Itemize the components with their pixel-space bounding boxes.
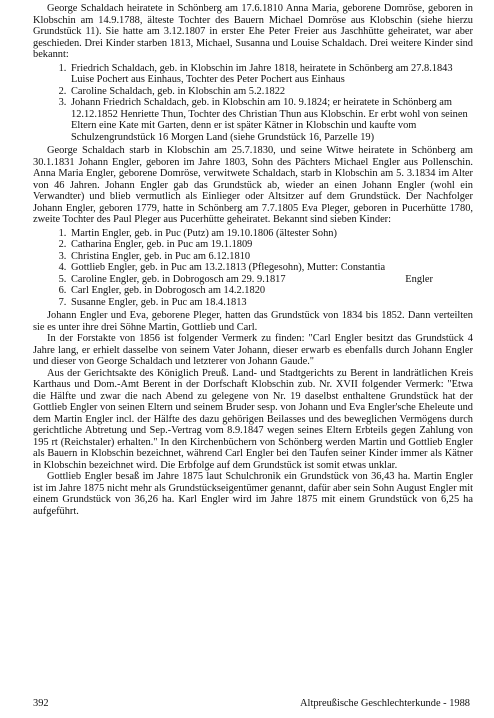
page-content [33,3,473,517]
paragraph: Aus der Gerichtsakte des Königlich Preuß. Land- und Stadtgerichts zu Berent in landrätlichen Kreis Karthaus und Dom.-Amt Berent in der Dorfschaft Klobschin zub. Nr. XVII folgender Vermerk: "Etwa die Hälfte und zwar die nach Abend zu gelegene von Nr. 19 daselbst enthaltene Grundstück hat der Gottlieb Engler von seinen Eltern und seinem Bruder sesp. von Johann und Eva Engler'sche Eheleute und dem Martin Engler incl. der Hälfte des dazu gehörigen Beilasses und des beweglichen Vermögens durch gerichtliche Abtretung und Sep.-Vertrag vom 8.9.1847 wegen seines Eltern Erbteils gegen Zahlung von 195 rt (Reichstaler) erhalten." In den Kirchenbüchern von Schönberg werden Martin und Gottlieb Engler als Bauern in Klobschin bezeichnet, während Carl Engler bei den Taufen seiner Kinder immer als Kätner in Klobschin bezeichnet wird. Die Erbfolge auf dem Grundstück ist somit etwas unklar. [33,367,473,471]
children-list-engler [33,228,473,309]
list-item [69,239,473,251]
children-list-schaldach [33,63,473,144]
list-item-text: Gottlieb Engler, geb. in Puc am 13.2.1813 (Pflegesohn), Mutter: Constantia [71,262,386,273]
list-item [69,251,473,263]
list-item-text: Catharina Engler, geb. in Puc am 19.1.1809 [71,239,253,250]
paragraph: In der Forstakte von 1856 ist folgender Vermerk zu finden: "Carl Engler besitzt das Grundstück 4 Jahre lang, er erhielt dasselbe von seinem Vater Johann, dieser erwarb es ebenfalls durch Johann Engler und dieser von George Schaldach und letzterer von Johann Gaude." [33,333,473,367]
list-item: 3. Johann Friedrich Schaldach, geb. in Klobschin am 10. 9.1824; er heiratete in Schönberg am 12.12.1852 Henriette Thun, Tochter des Christian Thun aus Klobschin. Er erbt wohl von seinen Eltern eine Kate mit Garten, denn er ist später Kätner in Klobschin und kaufte vom Schulzengrundstück 16 Morgen Land (siehe Grundstück 16, Parzelle 19) [69,97,473,143]
list-item [69,262,473,274]
list-item-text: Susanne Engler, geb. in Puc am 18.4.1813 [71,296,247,308]
list-item-text: Martin Engler, geb. in Puc (Putz) am 19.10.1806 (ältester Sohn) [71,227,337,239]
list-item [69,228,473,240]
list-item-text: Carl Engler, geb. in Dobrogosch am 14.2.1820 [71,285,266,296]
page-footer [33,698,470,709]
list-item [69,285,473,297]
list-item [69,274,473,286]
list-item: 2. Caroline Schaldach, geb. in Klobschin am 5.2.1822 [69,86,473,98]
paragraph: Johann Engler und Eva, geborene Pleger, hatten das Grundstück von 1834 bis 1852. Dann verteilten sie es unter ihre drei Söhne Martin, Gottlieb und Carl. [33,310,473,333]
list-item-text: Christina Engler, geb. in Puc am 6.12.1810 [71,250,251,262]
list-item-text: Caroline Engler, geb. in Dobrogosch am 29. 9.1817 [71,273,286,285]
paragraph: George Schaldach heiratete in Schönberg am 17.6.1810 Anna Maria, geborene Domröse, geboren in Klobschin am 14.9.1788, älteste Tochter des Bauern Michael Domröse aus Klobschin (siehe hierzu Grundstück 11). Sie hatte am 3.12.1807 in erster Ehe Peter Freier aus Jaschhütte geheiratet, war aber geschieden. Drei Kinder starben 1813, Michael, Susanna und Louise Schaldach. Drei weitere Kinder sind bekannt: [33,3,473,60]
publication-title: Altpreußische Geschlechterkunde - 1988 [300,698,470,709]
paragraph: Gottlieb Engler besaß im Jahre 1875 laut Schulchronik ein Grundstück von 36,43 ha. Martin Engler ist im Jahre 1875 nicht mehr als Grundstückseigentümer genannt, dafür aber sein Sohn August Engler mit einem Grundstück von 36,26 ha. Karl Engler wird im Jahre 1875 mit einem Grundstück von 6,25 ha aufgeführt. [33,471,473,517]
list-item-suffix: 5. Engler [405,273,433,285]
paragraph: George Schaldach starb in Klobschin am 25.7.1830, und seine Witwe heiratete in Schönberg am 30.1.1831 Johann Engler, geboren im Jahre 1803, Sohn des Pächters Michael Engler aus Pollenschin. Anna Maria Engler, geborene Domröse, verwitwete Schaldach, starb in Klobschin am 5. 3.1834 im Alter von 46 Jahren. Johann Engler gab das Grundstück ab, wieder an einen Johann Engler (wohl ein Verwandter) und blieb vermutlich als Einlieger oder Altsitzer auf dem Grundstück. Der Nachfolger Johann Engler, geboren 1779, hatte in Schönberg am 7.7.1805 Eva Pleger, geboren in Pucerhütte 1780, zweite Tochter des Paul Pleger aus Pucerhütte geheiratet. Bekannt sind sieben Kinder: [33,145,473,225]
page-number: 392 [33,698,49,709]
list-item [69,297,473,309]
list-item: 1. Friedrich Schaldach, geb. in Klobschin im Jahre 1818, heiratete in Schönberg am 27.8.1843 Luise Pochert aus Einhaus, Tochter des Peter Pochert aus Einhaus [69,63,473,86]
